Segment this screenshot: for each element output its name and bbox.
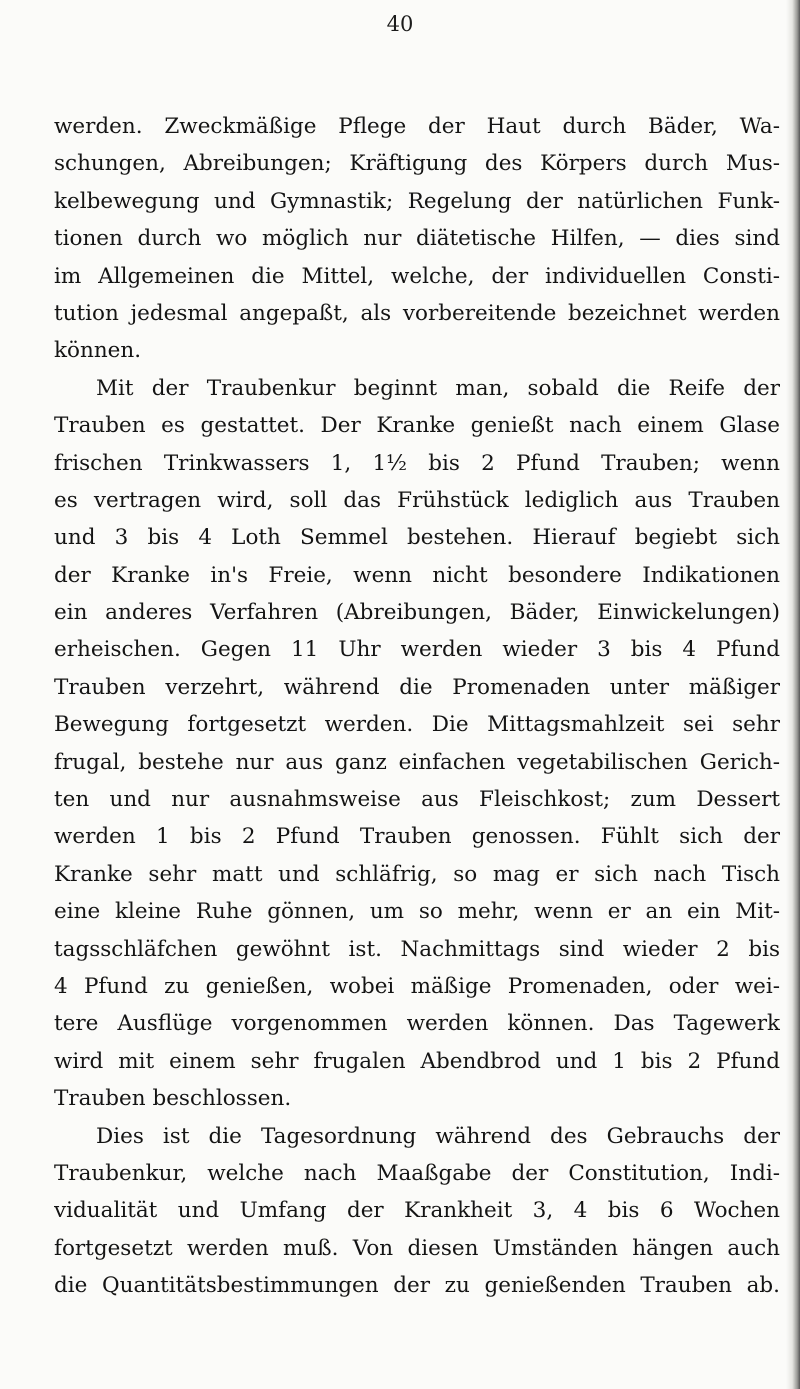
text-line: werden 1 bis 2 Pfund Trauben genossen. Fühlt sich der [54,824,780,850]
page-number: 40 [386,12,414,36]
text-line: der Kranke in's Freie, wenn nicht besondere Indikationen [54,562,780,588]
text-line: frischen Trinkwassers 1, 1½ bis 2 Pfund Trauben; wenn [54,450,780,476]
paragraph-start-line: Mit der Traubenkur beginnt man, sobald die Reife der [96,375,780,401]
text-line: im Allgemeinen die Mittel, welche, der individuellen Consti- [54,263,780,289]
text-line: erheischen. Gegen 11 Uhr werden wieder 3 bis 4 Pfund [54,637,780,663]
text-line: Trauben es gestattet. Der Kranke genießt nach einem Glase [54,413,780,439]
text-line: die Quantitätsbestimmungen der zu genießenden Trauben ab. [54,1273,780,1299]
text-line: Trauben verzehrt, während die Promenaden unter mäßiger [54,674,780,700]
text-line: tution jedesmal angepaßt, als vorbereitende bezeichnet werden [54,300,780,326]
text-line: frugal, bestehe nur aus ganz einfachen vegetabilischen Gerich- [54,749,780,775]
text-line: ein anderes Verfahren (Abreibungen, Bäder, Einwickelungen) [54,600,780,626]
text-line: es vertragen wird, soll das Frühstück lediglich aus Trauben [54,487,780,513]
text-line: tagsschläfchen gewöhnt ist. Nachmittags sind wieder 2 bis [54,936,780,962]
text-line: tionen durch wo möglich nur diätetische Hilfen, — dies sind [54,226,780,252]
text-line: kelbewegung und Gymnastik; Regelung der natürlichen Funk- [54,188,780,214]
text-line: Bewegung fortgesetzt werden. Die Mittagsmahlzeit sei sehr [54,712,780,738]
text-line: wird mit einem sehr frugalen Abendbrod und 1 bis 2 Pfund [54,1048,780,1074]
paragraph-end-line: können. [54,338,142,364]
text-line: eine kleine Ruhe gönnen, um so mehr, wenn er an ein Mit- [54,899,780,925]
paragraph-end-line: Trauben beschlossen. [54,1086,292,1112]
text-line: ten und nur ausnahmsweise aus Fleischkost; zum Dessert [54,787,780,813]
text-line: werden. Zweckmäßige Pflege der Haut durch Bäder, Wa- [54,114,780,139]
text-line: fortgesetzt werden muß. Von diesen Umständen hängen auch [54,1235,780,1261]
paragraph-start-line: Dies ist die Tagesordnung während des Gebrauchs der [96,1123,780,1149]
body-text [54,108,780,1305]
text-line: und 3 bis 4 Loth Semmel bestehen. Hierauf begiebt sich [54,525,780,551]
text-line: schungen, Abreibungen; Kräftigung des Körpers durch Mus- [54,151,780,177]
text-line: Traubenkur, welche nach Maaßgabe der Constitution, Indi- [54,1160,780,1186]
text-line: Kranke sehr matt und schläfrig, so mag er sich nach Tisch [54,861,780,887]
page-edge-shadow [786,0,800,1389]
text-line: tere Ausflüge vorgenommen werden können. Das Tagewerk [54,1011,780,1037]
text-line: 4 Pfund zu genießen, wobei mäßige Promenaden, oder wei- [54,973,780,999]
text-line: vidualität und Umfang der Krankheit 3, 4 bis 6 Wochen [54,1198,780,1224]
